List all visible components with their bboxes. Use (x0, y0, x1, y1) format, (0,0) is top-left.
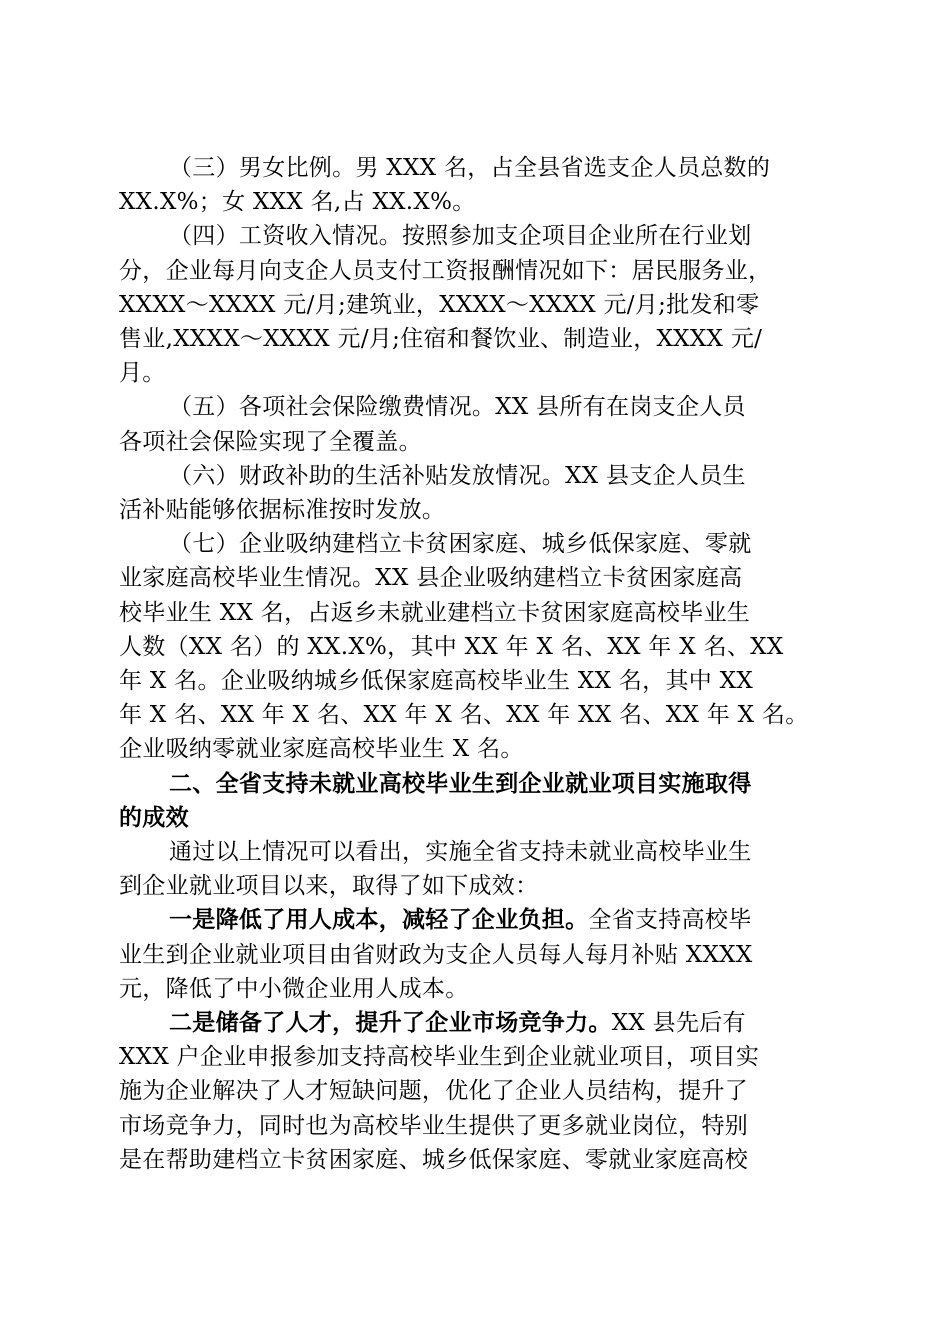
paragraph-social-insurance (119, 390, 830, 458)
paragraph-gender-ratio (119, 151, 830, 219)
text-line: 全省支持高校毕 (588, 907, 752, 934)
text-line: 市场竞争力，同时也为高校毕业生提供了更多就业岗位，特别 (119, 1112, 749, 1139)
text-line: XXXX～XXXX 元/月;建筑业，XXXX～XXXX 元/月;批发和零 (119, 291, 760, 318)
text-line: （六）财政补助的生活补贴发放情况。XX 县支企人员生 (169, 462, 746, 489)
paragraph-intro (119, 835, 830, 903)
text-line: 售业,XXXX～XXXX 元/月;住宿和餐饮业、制造业，XXXX 元/ (119, 326, 763, 353)
text-line: 到企业就业项目以来，取得了如下成效： (119, 873, 539, 900)
text-line: XX 县先后有 (611, 1010, 746, 1037)
text-line: 年 X 名。企业吸纳城乡低保家庭高校毕业生 XX 名，其中 XX (119, 668, 754, 695)
text-line: 是在帮助建档立卡贫困家庭、城乡低保家庭、零就业家庭高校 (119, 1146, 749, 1173)
heading-line: 的成效 (119, 804, 189, 831)
text-line: 施为企业解决了人才短缺问题，优化了企业人员结构，提升了 (119, 1078, 749, 1105)
point-lead: 一是降低了用人成本，减轻了企业负担。 (169, 907, 589, 934)
text-line: XXX 户企业申报参加支持高校毕业生到企业就业项目，项目实 (119, 1044, 760, 1071)
text-line: XX.X%；女 XXX 名,占 XX.X%。 (119, 189, 476, 216)
text-line: 人数（XX 名）的 XX.X%，其中 XX 年 X 名、XX 年 X 名、XX (119, 633, 784, 660)
text-line: （三）男女比例。男 XXX 名，占全县省选支企人员总数的 (169, 155, 771, 181)
text-line: （七）企业吸纳建档立卡贫困家庭、城乡低保家庭、零就 (169, 531, 752, 558)
text-line: （四）工资收入情况。按照参加支企项目企业所在行业划 (169, 223, 752, 250)
text-line: 月。 (119, 360, 166, 387)
heading-line: 二、全省支持未就业高校毕业生到企业就业项目实施取得 (169, 770, 752, 797)
text-line: （五）各项社会保险缴费情况。XX 县所有在岗支企人员 (169, 394, 746, 421)
text-line: 年 X 名、XX 年 X 名、XX 年 X 名、XX 年 XX 名、XX 年 X 名。 (119, 702, 809, 729)
text-line: 活补贴能够依据标准按时发放。 (119, 497, 446, 524)
point-lead: 二是储备了人才，提升了企业市场竞争力。 (169, 1010, 612, 1037)
text-line: 通过以上情况可以看出，实施全省支持未就业高校毕业生 (169, 839, 752, 866)
paragraph-salary (119, 219, 830, 390)
text-line: 企业吸纳零就业家庭高校毕业生 X 名。 (119, 736, 524, 763)
paragraph-point-two (119, 1006, 830, 1177)
paragraph-point-one (119, 903, 830, 1006)
text-line: 分，企业每月向支企人员支付工资报酬情况如下：居民服务业， (119, 257, 772, 284)
text-line: 各项社会保险实现了全覆盖。 (119, 428, 422, 455)
text-line: 业生到企业就业项目由省财政为支企人员每人每月补贴 XXXX (119, 941, 753, 968)
paragraph-subsidy (119, 459, 830, 527)
text-line: 元，降低了中小微企业用人成本。 (119, 975, 469, 1002)
section-heading (119, 767, 830, 835)
text-line: 业家庭高校毕业生情况。XX 县企业吸纳建档立卡贫困家庭高 (119, 565, 743, 592)
text-line: 校毕业生 XX 名，占返乡未就业建档立卡贫困家庭高校毕业生 (119, 599, 751, 626)
paragraph-poverty-graduates (119, 527, 830, 766)
